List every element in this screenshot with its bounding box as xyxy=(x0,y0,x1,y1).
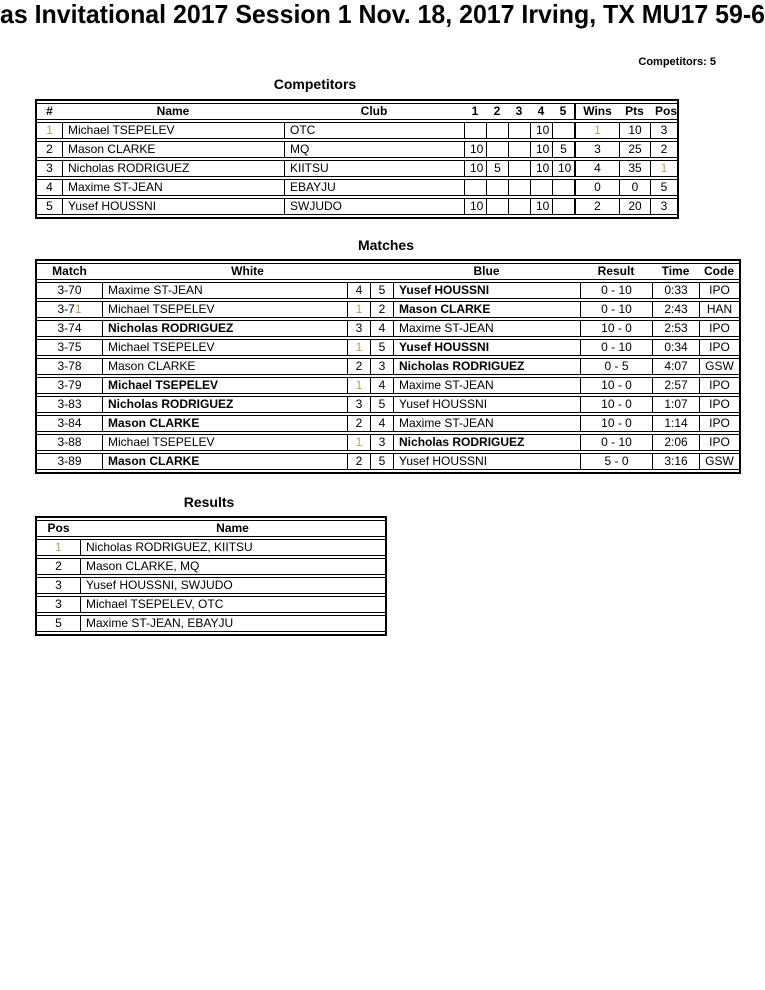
match-row xyxy=(37,282,739,299)
col-header-pos: Pos xyxy=(650,103,677,120)
competitor-club-cell: SWJUDO xyxy=(284,198,464,215)
col-header-pts: Pts xyxy=(619,103,650,120)
match-white-name-cell: Mason CLARKE xyxy=(102,358,347,375)
match-number-cell: 3-71 xyxy=(37,301,102,318)
match-white-number-cell: 2 xyxy=(347,453,370,470)
competitor-name-cell: Nicholas RODRIGUEZ xyxy=(62,160,284,177)
competitor-club-cell: KIITSU xyxy=(284,160,464,177)
match-white-name-cell: Maxime ST-JEAN xyxy=(102,282,347,299)
results-heading: Results xyxy=(183,494,235,510)
competitor-row xyxy=(37,160,677,177)
result-name-cell: Mason CLARKE, MQ xyxy=(80,558,385,575)
competitor-position-cell: 5 xyxy=(650,179,677,196)
competitor-score-cell xyxy=(530,179,552,196)
match-row xyxy=(37,358,739,375)
competitor-score-cell xyxy=(552,198,574,215)
competitor-wins-cell: 4 xyxy=(574,160,619,177)
match-blue-number-cell: 5 xyxy=(370,396,393,413)
match-code-cell: IPO xyxy=(699,377,739,394)
competitors-table xyxy=(35,99,679,219)
competitor-score-cell xyxy=(486,122,508,139)
col-header-5: 5 xyxy=(552,103,574,120)
match-code-cell: GSW xyxy=(699,453,739,470)
match-blue-number-cell: 2 xyxy=(370,301,393,318)
match-blue-name-cell: Yusef HOUSSNI xyxy=(393,339,580,356)
match-blue-name-cell: Yusef HOUSSNI xyxy=(393,396,580,413)
competitor-score-cell: 10 xyxy=(464,198,486,215)
competitor-number-cell: 5 xyxy=(37,198,62,215)
match-row xyxy=(37,396,739,413)
match-blue-number-cell: 3 xyxy=(370,358,393,375)
competitor-score-cell xyxy=(552,122,574,139)
match-number-cell: 3-70 xyxy=(37,282,102,299)
match-number-cell: 3-83 xyxy=(37,396,102,413)
competitor-score-cell xyxy=(508,122,530,139)
match-time-cell: 3:16 xyxy=(652,453,699,470)
competitor-points-cell: 0 xyxy=(619,179,650,196)
result-row xyxy=(37,577,385,594)
match-code-cell: IPO xyxy=(699,434,739,451)
col-header-club: Club xyxy=(284,103,464,120)
competitor-score-cell xyxy=(508,198,530,215)
competitor-score-cell xyxy=(486,141,508,158)
match-code-cell: GSW xyxy=(699,358,739,375)
result-position-cell: 2 xyxy=(37,558,80,575)
competitor-score-cell xyxy=(508,179,530,196)
result-position-cell: 1 xyxy=(37,539,80,556)
competitor-score-cell: 10 xyxy=(530,122,552,139)
col-header-white: White xyxy=(102,263,393,280)
result-name-cell: Maxime ST-JEAN, EBAYJU xyxy=(80,615,385,632)
match-white-name-cell: Michael TSEPELEV xyxy=(102,339,347,356)
match-code-cell: IPO xyxy=(699,282,739,299)
result-name-cell: Nicholas RODRIGUEZ, KIITSU xyxy=(80,539,385,556)
match-row xyxy=(37,377,739,394)
match-blue-number-cell: 3 xyxy=(370,434,393,451)
match-white-name-cell: Michael TSEPELEV xyxy=(102,301,347,318)
competitors-count: Competitors: 5 xyxy=(638,56,716,68)
col-header-time: Time xyxy=(652,263,699,280)
match-code-cell: IPO xyxy=(699,415,739,432)
match-number-cell: 3-79 xyxy=(37,377,102,394)
competitor-score-cell: 10 xyxy=(530,141,552,158)
match-white-name-cell: Mason CLARKE xyxy=(102,415,347,432)
results-table xyxy=(35,516,387,636)
result-position-cell: 3 xyxy=(37,577,80,594)
col-header-pos: Pos xyxy=(37,520,80,537)
competitor-position-cell: 3 xyxy=(650,198,677,215)
match-time-cell: 2:57 xyxy=(652,377,699,394)
match-blue-number-cell: 4 xyxy=(370,415,393,432)
match-row xyxy=(37,415,739,432)
match-code-cell: IPO xyxy=(699,320,739,337)
competitors-header-row xyxy=(37,103,677,120)
match-time-cell: 2:53 xyxy=(652,320,699,337)
match-time-cell: 1:14 xyxy=(652,415,699,432)
competitor-wins-cell: 3 xyxy=(574,141,619,158)
match-number-cell: 3-89 xyxy=(37,453,102,470)
competitor-score-cell xyxy=(508,141,530,158)
competitor-row xyxy=(37,198,677,215)
match-row xyxy=(37,434,739,451)
competitor-row xyxy=(37,179,677,196)
match-result-cell: 0 - 10 xyxy=(580,434,652,451)
result-row xyxy=(37,615,385,632)
competitor-score-cell xyxy=(464,179,486,196)
competitor-name-cell: Yusef HOUSSNI xyxy=(62,198,284,215)
match-result-cell: 5 - 0 xyxy=(580,453,652,470)
match-result-cell: 0 - 10 xyxy=(580,301,652,318)
competitor-points-cell: 20 xyxy=(619,198,650,215)
matches-heading: Matches xyxy=(357,237,415,253)
col-header-code: Code xyxy=(699,263,739,280)
competitor-position-cell: 3 xyxy=(650,122,677,139)
match-result-cell: 10 - 0 xyxy=(580,415,652,432)
competitor-points-cell: 35 xyxy=(619,160,650,177)
col-header-result: Result xyxy=(580,263,652,280)
result-row xyxy=(37,596,385,613)
match-result-cell: 0 - 10 xyxy=(580,282,652,299)
match-time-cell: 4:07 xyxy=(652,358,699,375)
match-code-cell: IPO xyxy=(699,396,739,413)
match-white-name-cell: Nicholas RODRIGUEZ xyxy=(102,320,347,337)
competitor-wins-cell: 1 xyxy=(574,122,619,139)
competitor-name-cell: Michael TSEPELEV xyxy=(62,122,284,139)
match-white-name-cell: Mason CLARKE xyxy=(102,453,347,470)
match-row xyxy=(37,301,739,318)
match-blue-name-cell: Maxime ST-JEAN xyxy=(393,320,580,337)
match-code-cell: HAN xyxy=(699,301,739,318)
competitor-wins-cell: 2 xyxy=(574,198,619,215)
match-code-cell: IPO xyxy=(699,339,739,356)
match-result-cell: 10 - 0 xyxy=(580,377,652,394)
competitor-score-cell xyxy=(552,179,574,196)
match-white-number-cell: 4 xyxy=(347,282,370,299)
match-white-number-cell: 1 xyxy=(347,434,370,451)
match-result-cell: 10 - 0 xyxy=(580,320,652,337)
competitor-score-cell xyxy=(486,198,508,215)
match-white-name-cell: Nicholas RODRIGUEZ xyxy=(102,396,347,413)
competitor-number-cell: 4 xyxy=(37,179,62,196)
match-number-cell: 3-78 xyxy=(37,358,102,375)
match-time-cell: 0:34 xyxy=(652,339,699,356)
competitor-number-cell: 2 xyxy=(37,141,62,158)
competitor-score-cell: 5 xyxy=(552,141,574,158)
match-white-number-cell: 1 xyxy=(347,301,370,318)
match-blue-name-cell: Yusef HOUSSNI xyxy=(393,282,580,299)
match-time-cell: 2:06 xyxy=(652,434,699,451)
page-title-text: as Invitational 2017 Session 1 Nov. 18, 2017 Irving, TX MU17 59-6 xyxy=(0,0,765,29)
match-number-cell: 3-75 xyxy=(37,339,102,356)
result-position-cell: 5 xyxy=(37,615,80,632)
competitor-score-cell xyxy=(464,122,486,139)
competitor-club-cell: EBAYJU xyxy=(284,179,464,196)
match-time-cell: 0:33 xyxy=(652,282,699,299)
match-blue-number-cell: 4 xyxy=(370,377,393,394)
match-blue-name-cell: Maxime ST-JEAN xyxy=(393,377,580,394)
match-blue-number-cell: 5 xyxy=(370,282,393,299)
result-name-cell: Michael TSEPELEV, OTC xyxy=(80,596,385,613)
match-blue-name-cell: Maxime ST-JEAN xyxy=(393,415,580,432)
competitor-club-cell: OTC xyxy=(284,122,464,139)
match-result-cell: 0 - 10 xyxy=(580,339,652,356)
competitor-position-cell: 2 xyxy=(650,141,677,158)
match-blue-name-cell: Yusef HOUSSNI xyxy=(393,453,580,470)
matches-table xyxy=(35,259,741,474)
result-position-cell: 3 xyxy=(37,596,80,613)
match-blue-number-cell: 5 xyxy=(370,453,393,470)
col-header-match: Match xyxy=(37,263,102,280)
competitor-name-cell: Maxime ST-JEAN xyxy=(62,179,284,196)
competitor-score-cell: 10 xyxy=(530,160,552,177)
match-number-cell: 3-84 xyxy=(37,415,102,432)
matches-header-row xyxy=(37,263,739,280)
col-header-3: 3 xyxy=(508,103,530,120)
match-white-name-cell: Michael TSEPELEV xyxy=(102,377,347,394)
match-row xyxy=(37,453,739,470)
match-blue-number-cell: 4 xyxy=(370,320,393,337)
competitor-score-cell: 10 xyxy=(464,141,486,158)
competitor-number-cell: 1 xyxy=(37,122,62,139)
col-header-name: Name xyxy=(80,520,385,537)
match-number-cell: 3-74 xyxy=(37,320,102,337)
competitor-position-cell: 1 xyxy=(650,160,677,177)
col-header-4: 4 xyxy=(530,103,552,120)
result-row xyxy=(37,539,385,556)
competitor-score-cell: 10 xyxy=(530,198,552,215)
competitor-score-cell: 10 xyxy=(552,160,574,177)
match-white-number-cell: 1 xyxy=(347,377,370,394)
match-result-cell: 0 - 5 xyxy=(580,358,652,375)
col-header-2: 2 xyxy=(486,103,508,120)
match-blue-name-cell: Mason CLARKE xyxy=(393,301,580,318)
result-name-cell: Yusef HOUSSNI, SWJUDO xyxy=(80,577,385,594)
competitors-heading: Competitors xyxy=(273,76,357,92)
competitor-score-cell: 5 xyxy=(486,160,508,177)
col-header-wins: Wins xyxy=(574,103,619,120)
competitor-score-cell xyxy=(486,179,508,196)
col-header-number: # xyxy=(37,103,62,120)
col-header-blue: Blue xyxy=(393,263,580,280)
competitor-points-cell: 25 xyxy=(619,141,650,158)
match-blue-number-cell: 5 xyxy=(370,339,393,356)
competitor-wins-cell: 0 xyxy=(574,179,619,196)
match-white-name-cell: Michael TSEPELEV xyxy=(102,434,347,451)
match-white-number-cell: 2 xyxy=(347,415,370,432)
competitor-row xyxy=(37,141,677,158)
competitor-club-cell: MQ xyxy=(284,141,464,158)
match-white-number-cell: 3 xyxy=(347,320,370,337)
results-header-row xyxy=(37,520,385,537)
match-blue-name-cell: Nicholas RODRIGUEZ xyxy=(393,434,580,451)
competitor-score-cell xyxy=(508,160,530,177)
match-time-cell: 1:07 xyxy=(652,396,699,413)
match-white-number-cell: 1 xyxy=(347,339,370,356)
match-number-cell: 3-88 xyxy=(37,434,102,451)
match-white-number-cell: 3 xyxy=(347,396,370,413)
match-row xyxy=(37,320,739,337)
page-title xyxy=(0,0,765,34)
col-header-name: Name xyxy=(62,103,284,120)
col-header-1: 1 xyxy=(464,103,486,120)
competitor-points-cell: 10 xyxy=(619,122,650,139)
match-row xyxy=(37,339,739,356)
competitor-row xyxy=(37,122,677,139)
result-row xyxy=(37,558,385,575)
competitor-score-cell: 10 xyxy=(464,160,486,177)
match-time-cell: 2:43 xyxy=(652,301,699,318)
match-result-cell: 10 - 0 xyxy=(580,396,652,413)
match-blue-name-cell: Nicholas RODRIGUEZ xyxy=(393,358,580,375)
match-white-number-cell: 2 xyxy=(347,358,370,375)
competitor-name-cell: Mason CLARKE xyxy=(62,141,284,158)
competitor-number-cell: 3 xyxy=(37,160,62,177)
